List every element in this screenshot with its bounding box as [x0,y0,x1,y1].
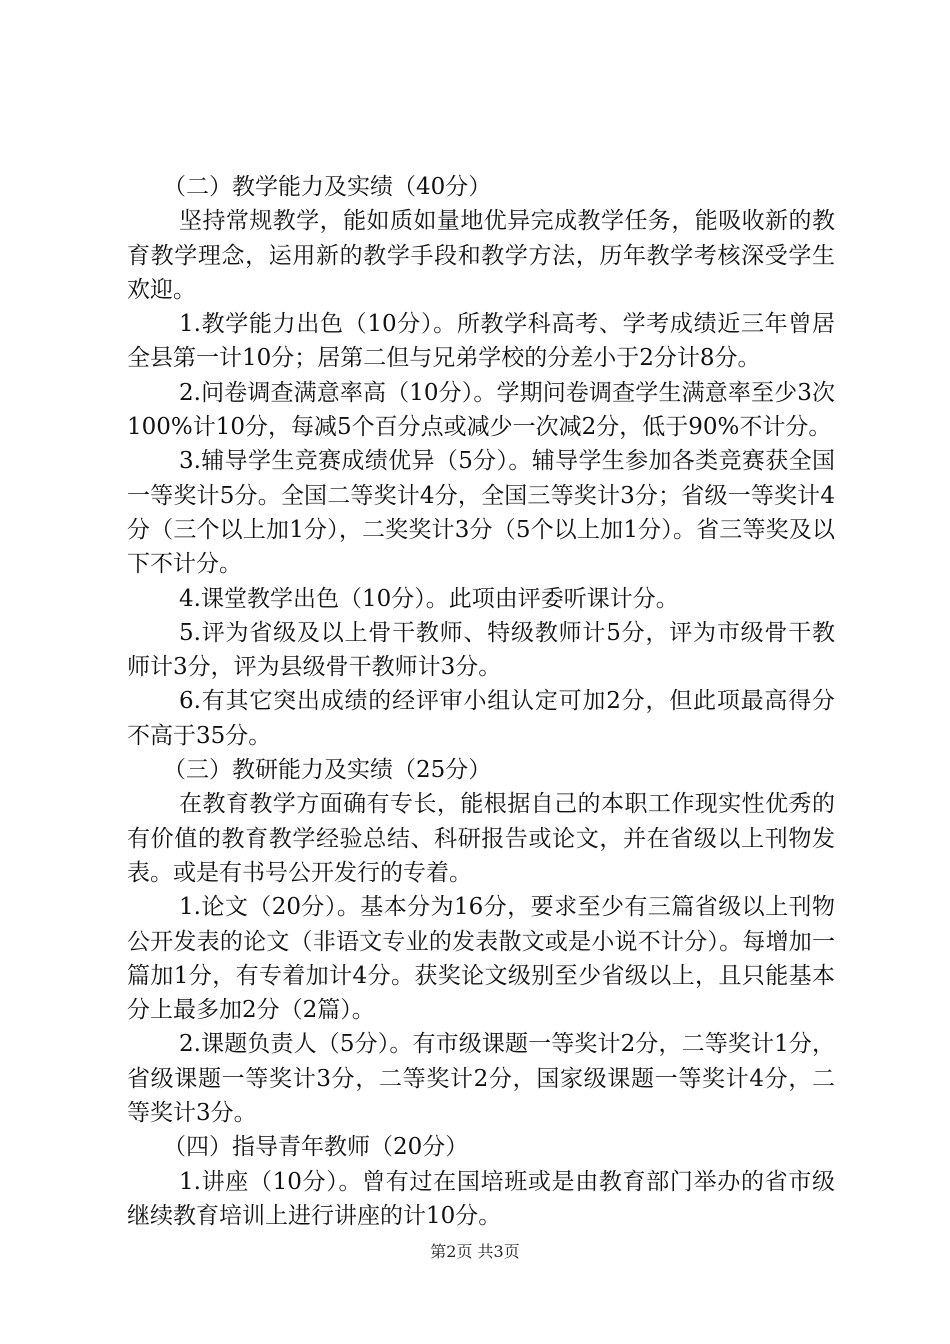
criterion-item: 2.问卷调查满意率高（10分）。学期问卷调查学生满意率至少3次100%计10分，每减5个百分点或减少一次减2分，低于90%不计分。 [127,379,835,441]
page-number-footer: 第2页 共3页 [430,1242,520,1261]
section-intro-paragraph: 在教育教学方面确有专长，能根据自己的本职工作现实性优秀的有价值的教育教学经验总结、科研报告或论文，并在省级以上刊物发表。或是有书号公开发行的专着。 [127,791,835,886]
criterion-item: 3.辅导学生竞赛成绩优异（5分）。辅导学生参加各类竞赛获全国一等奖计5分。全国二等奖计4分，全国三等奖计3分；省级一等奖计4分（三个以上加1分），二奖奖计3分（5个以上加1分）。省三等奖及以下不计分。 [127,448,835,578]
section-heading-mentoring: （四）指导青年教师（20分） [163,1134,469,1161]
criterion-item: 1.讲座（10分）。曾有过在国培班或是由教育部门举办的省市级继续教育培训上进行讲座的计10分。 [127,1168,835,1229]
criterion-item: 4.课堂教学出色（10分）。此项由评委听课计分。 [179,585,679,612]
criterion-item: 5.评为省级及以上骨干教师、特级教师计5分，评为市级骨干教师计3分，评为县级骨干教师计3分。 [127,619,835,681]
criterion-item: 6.有其它突出成绩的经评审小组认定可加2分，但此项最高得分不高于35分。 [127,688,835,749]
section-heading-research: （三）教研能力及实绩（25分） [163,757,492,784]
section-intro-paragraph: 坚持常规教学，能如质如量地优异完成教学任务，能吸收新的教育教学理念，运用新的教学手段和教学方法，历年教学考核深受学生欢迎。 [127,208,835,303]
criterion-item: 2.课题负责人（5分）。有市级课题一等奖计2分，二等奖计1分，省级课题一等奖计3分，二等奖计2分，国家级课题一等奖计4分，二等奖计3分。 [127,1031,835,1127]
document-body [127,170,835,1233]
criterion-item: 1.教学能力出色（10分）。所教学科高考、学考成绩近三年曾居全县第一计10分；居第二但与兄弟学校的分差小于2分计8分。 [127,311,835,372]
criterion-item: 1.论文（20分）。基本分为16分，要求至少有三篇省级以上刊物公开发表的论文（非语文专业的发表散文或是小说不计分）。每增加一篇加1分，有专着加计4分。获奖论文级别至少省级以上，且只能基本分上最多加2分（2篇）。 [127,894,835,1024]
section-heading-teaching: （二）教学能力及实绩（40分） [163,174,492,200]
